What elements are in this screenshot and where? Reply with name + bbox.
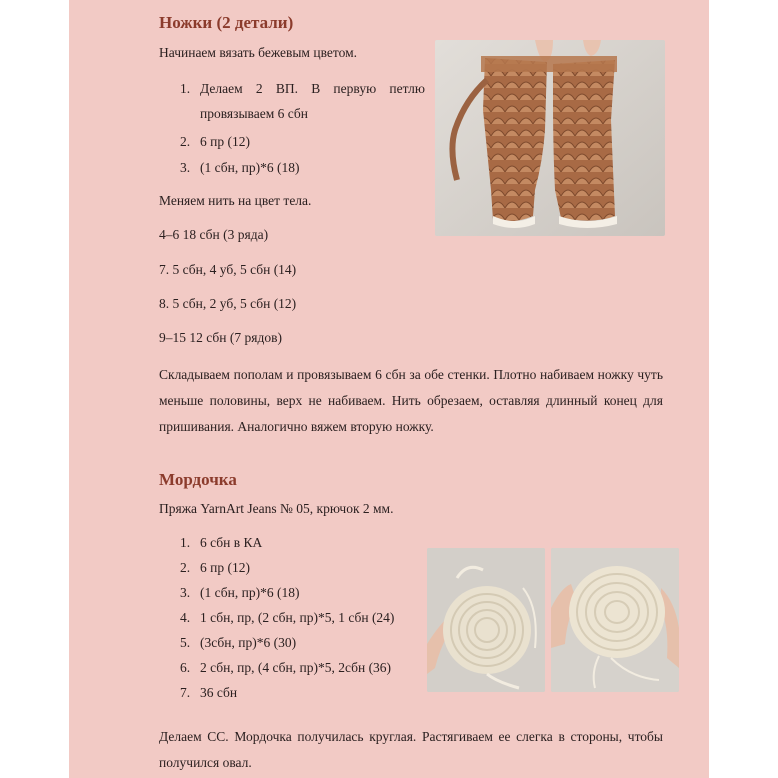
- instruction-page: [69, 0, 709, 778]
- legs-finish-paragraph: Складываем пополам и провязываем 6 сбн за обе стенки. Плотно набиваем ножку чуть меньше половины, верх не набиваем. Нить обрезаем, оставляя длинный конец для пришивания. Аналогично вяжем вторую ножку.: [159, 367, 663, 434]
- legs-color-change: Меняем нить на цвет тела.: [159, 193, 312, 208]
- muzzle-finish-paragraph: Делаем СС. Мордочка получилась круглая. Растягиваем ее слегка в стороны, чтобы получился овал.: [159, 729, 663, 770]
- list-item: 6. 2 сбн, пр, (4 сбн, пр)*5, 2сбн (36): [180, 660, 392, 675]
- legs-steps-list: [180, 76, 425, 180]
- legs-row-9-15: 9–15 12 сбн (7 рядов): [159, 330, 282, 345]
- list-item: 2. 6 пр (12): [180, 134, 250, 149]
- legs-intro: Начинаем вязать бежевым цветом.: [159, 45, 357, 60]
- list-item: 1. Делаем 2 ВП. В первую петлю провязываем 6 сбн: [180, 81, 425, 121]
- crocheted-circle-image-2: [551, 548, 679, 692]
- legs-photo: [435, 40, 665, 236]
- muzzle-heading: Мордочка: [159, 470, 237, 489]
- legs-row-8: 8. 5 сбн, 2 уб, 5 сбн (12): [159, 296, 297, 311]
- list-item: 3. (1 сбн, пр)*6 (18): [180, 160, 300, 175]
- legs-heading: Ножки (2 детали): [159, 13, 294, 32]
- muzzle-yarn: Пряжа YarnArt Jeans № 05, крючок 2 мм.: [159, 501, 394, 516]
- list-item: 2. 6 пр (12): [180, 560, 250, 575]
- legs-row-4-6: 4–6 18 сбн (3 ряда): [159, 227, 269, 242]
- list-item: 7. 36 сбн: [180, 685, 238, 700]
- muzzle-steps-list: [180, 530, 435, 705]
- legs-row-7: 7. 5 сбн, 4 уб, 5 сбн (14): [159, 262, 297, 277]
- crocheted-circle-image-1: [427, 548, 545, 692]
- crocheted-legs-image: [435, 40, 665, 236]
- list-item: 3. (1 сбн, пр)*6 (18): [180, 585, 300, 600]
- list-item: 4. 1 сбн, пр, (2 сбн, пр)*5, 1 сбн (24): [180, 610, 395, 625]
- list-item: 5. (3сбн, пр)*6 (30): [180, 635, 297, 650]
- list-item: 1. 6 сбн в КА: [180, 535, 263, 550]
- muzzle-photo-right: [551, 548, 679, 692]
- muzzle-photo-left: [427, 548, 545, 692]
